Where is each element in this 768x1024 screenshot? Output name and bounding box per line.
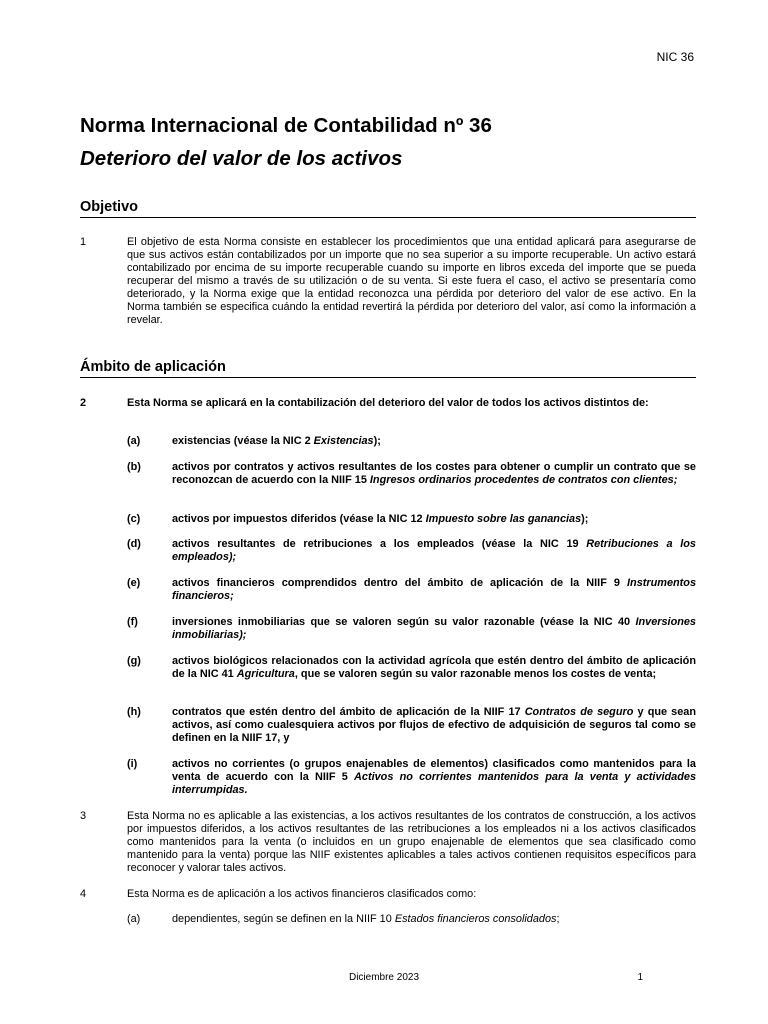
paragraph-4 (80, 888, 696, 901)
item-label: (d) (127, 538, 141, 550)
list-item-2a (127, 435, 696, 448)
item-label: (a) (127, 435, 141, 447)
list-item-2i (127, 758, 696, 797)
item-label: (c) (127, 513, 141, 525)
list-item-2d (127, 538, 696, 564)
item-text: activos no corrientes (o grupos enajenables de elementos) clasificados como mantenidos para la venta de acuerdo con la NIIF 5 Activos no corrientes mantenidos para la venta y actividades interrumpidas. (172, 758, 697, 796)
paragraph-text: Esta Norma no es aplicable a las existencias, a los activos resultantes de los contratos de construcción, a los activos por impuestos diferidos, a los activos resultantes de las retribuciones a los empleados ni a los activos clasificados como mantenidos para la venta (o incluidos en un grupo enajenable de elementos que sea clasificado como mantenido para la venta) porque las NIIF existentes aplicables a tales activos contienen requisitos específicos para reconocer y valorar tales activos. (127, 810, 696, 874)
paragraph-text: Esta Norma se aplicará en la contabilización del deterioro del valor de todos los activos distintos de: (127, 397, 649, 409)
paragraph-1 (80, 236, 696, 327)
paragraph-number: 1 (80, 236, 87, 248)
item-text: activos resultantes de retribuciones a los empleados (véase la NIC 19 Retribuciones a los empleados); (172, 538, 696, 563)
list-item-2f (127, 616, 696, 642)
list-item-2e (127, 577, 696, 603)
paragraph-3 (80, 810, 696, 875)
page-number: 1 (637, 972, 643, 983)
item-text: activos biológicos relacionados con la actividad agrícola que estén dentro del ámbito de aplicación de la NIC 41 Agricultura, que se valoren según su valor razonable menos los costes de venta; (172, 655, 696, 680)
item-text: contratos que estén dentro del ámbito de aplicación de la NIIF 17 Contratos de seguro y que sean activos, así como cualesquiera activos por flujos de efectivo de adquisición de seguros tal como se definen en la NIIF 17, y (172, 706, 697, 744)
page-subtitle: Deterioro del valor de los activos (80, 147, 403, 170)
item-label: (g) (127, 655, 141, 667)
item-text: dependientes, según se definen en la NIIF 10 Estados financieros consolidados; (172, 913, 560, 925)
item-text: activos por impuestos diferidos (véase la NIC 12 Impuesto sobre las ganancias); (172, 513, 589, 525)
section-heading-ambito: Ámbito de aplicación (80, 359, 696, 378)
standard-code: NIC 36 (656, 50, 694, 64)
item-label: (h) (127, 706, 141, 718)
paragraph-2 (80, 397, 696, 410)
section-heading-objetivo: Objetivo (80, 199, 696, 218)
item-text: existencias (véase la NIC 2 Existencias); (172, 435, 381, 447)
item-label: (b) (127, 461, 141, 473)
item-label: (e) (127, 577, 141, 589)
list-item-2c (127, 513, 696, 526)
item-text: inversiones inmobiliarias que se valoren según su valor razonable (véase la NIC 40 Inversiones inmobiliarias); (172, 616, 696, 641)
footer-date: Diciembre 2023 (348, 972, 420, 983)
item-text: activos por contratos y activos resultantes de los costes para obtener o cumplir un contrato que se reconozcan de acuerdo con la NIIF 15 Ingresos ordinarios procedentes de contratos con clientes; (172, 461, 696, 486)
paragraph-number: 2 (80, 397, 87, 409)
item-text: activos financieros comprendidos dentro del ámbito de aplicación de la NIIF 9 Instrumentos financieros; (172, 577, 696, 602)
page-title: Norma Internacional de Contabilidad nº 36 (80, 114, 492, 137)
paragraph-text: El objetivo de esta Norma consiste en establecer los procedimientos que una entidad aplicará para asegurarse de que sus activos están contabilizados por un importe que no sea superior a su importe recuperable. Un activo estará contabilizado por encima de su importe recuperable cuando su importe en libros exceda del importe que se pueda recuperar del mismo a través de su utilización o de su venta. Si este fuera el caso, el activo se presentaría como deteriorado, y la Norma exige que la entidad reconozca una pérdida por deterioro del valor de ese activo. En la Norma también se especifica cuándo la entidad revertirá la pérdida por deterioro del valor, así como la información a revelar. (127, 236, 696, 326)
paragraph-text: Esta Norma es de aplicación a los activos financieros clasificados como: (127, 888, 477, 900)
list-item-2g (127, 655, 696, 681)
paragraph-number: 3 (80, 810, 87, 822)
paragraph-number: 4 (80, 888, 87, 900)
item-label: (a) (127, 913, 141, 925)
list-item-4a (127, 913, 696, 926)
list-item-2b (127, 461, 696, 487)
item-label: (i) (127, 758, 138, 770)
item-label: (f) (127, 616, 138, 628)
list-item-2h (127, 706, 696, 745)
